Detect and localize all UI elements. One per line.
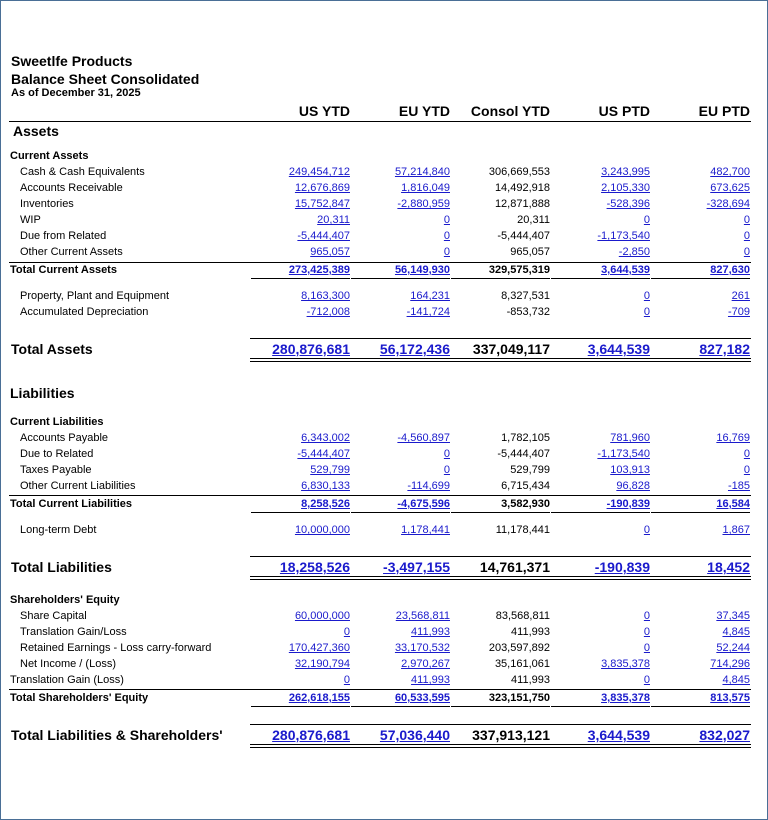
value-cell[interactable]: -3,497,155 [383,559,450,575]
underline [551,278,650,279]
subtotal-label: Total Shareholders' Equity [10,692,149,704]
value-cell[interactable]: 0 [743,246,750,258]
row-label: Net Income / (Loss) [20,658,116,670]
value-cell[interactable]: -1,173,540 [597,448,650,460]
row-label: Accumulated Depreciation [20,306,149,318]
as-of-date: As of December 31, 2025 [11,87,141,99]
value-cell[interactable]: 3,835,378 [601,692,650,704]
value-cell: 14,761,371 [479,559,550,575]
value-cell[interactable]: 0 [643,674,650,686]
value-cell: 6,715,434 [501,480,550,492]
value-cell[interactable]: 1,867 [722,524,750,536]
company-name: Sweetlfe Products [11,53,133,69]
value-cell: -5,444,407 [497,230,550,242]
value-cell[interactable]: 262,618,155 [288,692,350,704]
value-cell: 20,311 [517,214,550,226]
value-cell[interactable]: 273,425,389 [288,264,350,276]
column-header: Consol YTD [470,103,550,119]
value-cell[interactable]: 411,993 [411,674,450,686]
underline [9,262,751,263]
value-cell[interactable]: 16,769 [716,432,750,444]
value-cell[interactable]: 18,452 [707,559,750,575]
value-cell[interactable]: -709 [727,306,750,318]
value-cell[interactable]: -4,675,596 [397,498,450,510]
value-cell[interactable]: 0 [343,674,350,686]
column-header: US YTD [298,103,350,119]
value-cell[interactable]: 0 [443,464,450,476]
value-cell[interactable]: 60,533,595 [394,692,450,704]
value-cell: 529,799 [510,464,550,476]
value-cell[interactable]: -190,839 [606,498,650,510]
value-cell: 337,049,117 [472,341,550,357]
row-label: Other Current Liabilities [20,480,136,492]
value-cell[interactable]: 0 [743,448,750,460]
row-label: Inventories [20,198,74,210]
value-cell[interactable]: 0 [643,290,650,302]
value-cell: 411,993 [511,674,550,686]
row-label: Due to Related [20,448,94,460]
value-cell[interactable]: 813,575 [710,692,750,704]
value-cell: 1,782,105 [501,432,550,444]
value-cell[interactable]: 0 [443,448,450,460]
row-label: Accounts Payable [20,432,109,444]
value-cell: 306,669,553 [488,166,550,178]
value-cell[interactable]: 60,000,000 [294,610,350,622]
value-cell[interactable]: 164,231 [410,290,450,302]
value-cell: 12,871,888 [494,198,550,210]
value-cell[interactable]: 23,568,811 [395,610,450,622]
subsection-heading: Current Assets [10,150,89,162]
value-cell[interactable]: 280,876,681 [272,341,350,357]
value-cell[interactable]: 6,830,133 [301,480,350,492]
row-label: Translation Gain (Loss) [10,674,124,686]
value-cell: 8,327,531 [501,290,550,302]
row-label: Retained Earnings - Loss carry-forward [20,642,212,654]
underline [9,495,751,496]
value-cell[interactable]: 0 [443,214,450,226]
subtotal-label: Total Current Assets [10,264,117,276]
double-underline [250,576,751,580]
underline [451,278,550,279]
value-cell: 411,993 [511,626,550,638]
column-header: US PTD [598,103,650,119]
header-rule [9,121,751,122]
value-cell[interactable]: 103,913 [610,464,650,476]
value-cell: 337,913,121 [472,727,550,743]
value-cell[interactable]: 0 [743,464,750,476]
value-cell[interactable]: 1,816,049 [401,182,450,194]
value-cell[interactable]: -712,008 [306,306,350,318]
value-cell[interactable]: 2,970,267 [401,658,450,670]
value-cell[interactable]: 827,182 [699,341,750,357]
underline [250,724,751,725]
value-cell[interactable]: 56,149,930 [394,264,450,276]
value-cell: -853,732 [506,306,550,318]
value-cell[interactable]: -114,699 [407,480,450,492]
value-cell[interactable]: 0 [443,230,450,242]
value-cell[interactable]: -141,724 [406,306,450,318]
value-cell[interactable]: 3,644,539 [601,264,650,276]
underline [251,278,350,279]
underline [651,512,750,513]
underline [551,512,650,513]
underline [451,706,550,707]
report-title: Balance Sheet Consolidated [11,71,200,87]
value-cell[interactable]: 249,454,712 [288,166,350,178]
value-cell[interactable]: 8,258,526 [301,498,350,510]
value-cell[interactable]: 827,630 [710,264,750,276]
row-label: Long-term Debt [20,524,97,536]
value-cell[interactable]: -528,396 [606,198,650,210]
value-cell[interactable]: 965,057 [310,246,350,258]
value-cell[interactable]: 20,311 [317,214,350,226]
value-cell[interactable]: 57,214,840 [394,166,450,178]
value-cell[interactable]: 673,625 [710,182,750,194]
value-cell: 3,582,930 [501,498,550,510]
value-cell[interactable]: -4,560,897 [397,432,450,444]
value-cell[interactable]: 16,584 [716,498,750,510]
value-cell[interactable]: 3,644,539 [587,341,650,357]
row-label: Share Capital [20,610,87,622]
value-cell[interactable]: 482,700 [710,166,750,178]
underline [651,706,750,707]
underline [9,689,751,690]
value-cell[interactable]: 8,163,300 [301,290,350,302]
total-label: Total Assets [11,341,93,357]
value-cell[interactable]: 0 [743,214,750,226]
value-cell[interactable]: -1,173,540 [597,230,650,242]
value-cell: -5,444,407 [497,448,550,460]
row-label: Other Current Assets [20,246,123,258]
row-label: Translation Gain/Loss [20,626,127,638]
column-header: EU PTD [698,103,750,119]
value-cell[interactable]: 96,828 [616,480,650,492]
value-cell: 329,575,319 [488,264,550,276]
value-cell[interactable]: 4,845 [722,674,750,686]
underline [351,278,450,279]
value-cell[interactable]: 3,243,995 [601,166,650,178]
value-cell[interactable]: 0 [643,524,650,536]
value-cell: 14,492,918 [494,182,550,194]
value-cell[interactable]: 529,799 [310,464,350,476]
value-cell: 35,161,061 [494,658,550,670]
row-label: Accounts Receivable [20,182,123,194]
value-cell[interactable]: 0 [643,306,650,318]
section-heading-assets: Assets [13,123,59,139]
value-cell[interactable]: 32,190,794 [294,658,350,670]
value-cell[interactable]: -2,880,959 [397,198,450,210]
value-cell[interactable]: -185 [727,480,750,492]
underline [651,278,750,279]
value-cell[interactable]: 52,244 [716,642,750,654]
value-cell[interactable]: -2,850 [618,246,650,258]
value-cell[interactable]: -328,694 [706,198,750,210]
row-label: WIP [20,214,41,226]
value-cell: 203,597,892 [488,642,550,654]
value-cell[interactable]: 57,036,440 [379,727,450,743]
column-header: EU YTD [398,103,450,119]
value-cell: 965,057 [510,246,550,258]
value-cell: 11,178,441 [495,524,550,536]
section-heading-liabilities: Liabilities [10,385,75,401]
value-cell: 323,151,750 [488,692,550,704]
double-underline [250,744,751,748]
value-cell[interactable]: 170,427,360 [288,642,350,654]
value-cell[interactable]: 0 [643,642,650,654]
subsection-heading: Shareholders' Equity [10,594,120,606]
underline [251,512,350,513]
value-cell[interactable]: 12,676,869 [294,182,350,194]
value-cell[interactable]: 4,845 [722,626,750,638]
underline [551,706,650,707]
value-cell: 83,568,811 [495,610,550,622]
underline [250,556,751,557]
value-cell[interactable]: 0 [343,626,350,638]
value-cell[interactable]: 10,000,000 [294,524,350,536]
value-cell[interactable]: -5,444,407 [297,230,350,242]
value-cell[interactable]: 0 [643,214,650,226]
row-label: Due from Related [20,230,107,242]
value-cell[interactable]: 0 [443,246,450,258]
value-cell[interactable]: 37,345 [716,610,750,622]
value-cell[interactable]: -5,444,407 [297,448,350,460]
value-cell[interactable]: 18,258,526 [279,559,350,575]
value-cell[interactable]: 3,644,539 [587,727,650,743]
value-cell[interactable]: 714,296 [710,658,750,670]
value-cell[interactable]: 261 [731,290,750,302]
value-cell[interactable]: 280,876,681 [272,727,350,743]
value-cell[interactable]: 832,027 [699,727,750,743]
value-cell[interactable]: 3,835,378 [601,658,650,670]
underline [251,706,350,707]
value-cell[interactable]: 15,752,847 [294,198,350,210]
value-cell[interactable]: 6,343,002 [301,432,350,444]
value-cell[interactable]: 0 [643,610,650,622]
row-label: Taxes Payable [20,464,92,476]
row-label: Property, Plant and Equipment [20,290,169,302]
underline [351,512,450,513]
subsection-heading: Current Liabilities [10,416,104,428]
value-cell[interactable]: 1,178,441 [401,524,450,536]
total-label: Total Liabilities [11,559,112,575]
value-cell[interactable]: 2,105,330 [601,182,650,194]
underline [250,338,751,339]
underline [451,512,550,513]
value-cell[interactable]: 33,170,532 [394,642,450,654]
double-underline [250,358,751,362]
value-cell[interactable]: 0 [743,230,750,242]
grand-total-label: Total Liabilities & Shareholders' [11,727,223,743]
value-cell[interactable]: 411,993 [411,626,450,638]
value-cell[interactable]: 56,172,436 [379,341,450,357]
value-cell[interactable]: 781,960 [610,432,650,444]
underline [351,706,450,707]
value-cell[interactable]: -190,839 [594,559,650,575]
subtotal-label: Total Current Liabilities [10,498,133,510]
row-label: Cash & Cash Equivalents [20,166,145,178]
value-cell[interactable]: 0 [643,626,650,638]
